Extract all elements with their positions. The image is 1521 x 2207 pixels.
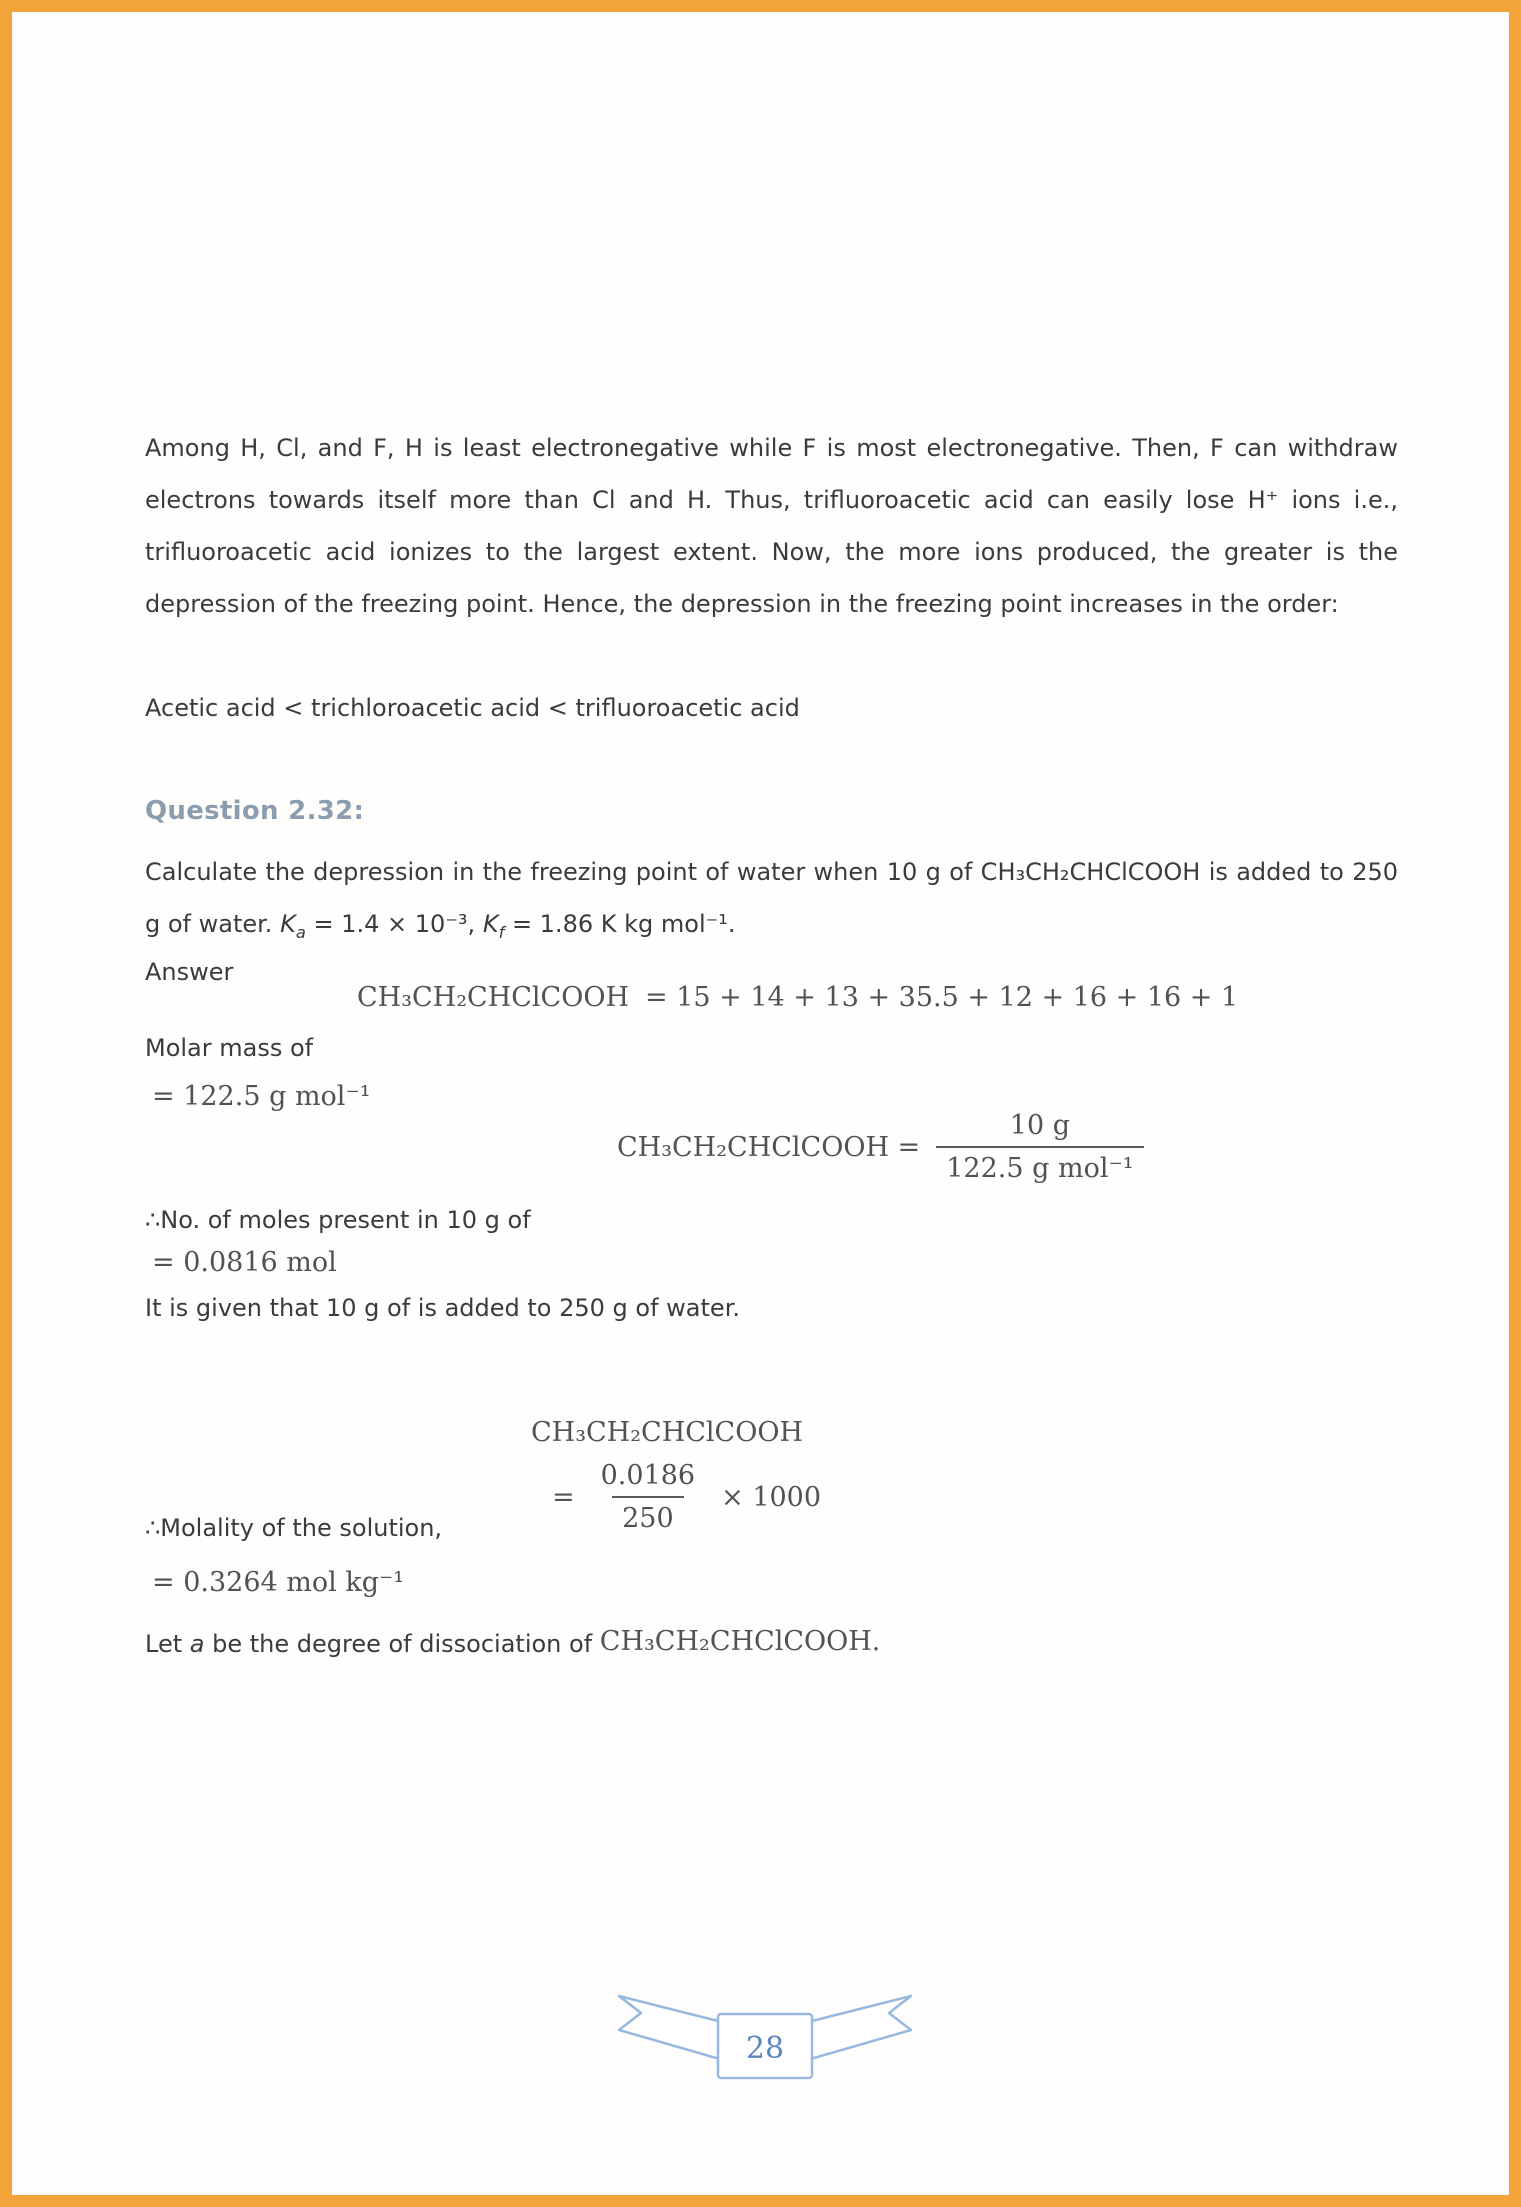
molar-mass-formula: CH₃CH₂CHClCOOH [357,982,630,1013]
molality-result: = 0.3264 mol kg⁻¹ [152,1567,405,1598]
molar-mass-label: Molar mass of [145,1034,314,1062]
centered-formula: CH₃CH₂CHClCOOH [531,1417,804,1448]
ka-symbol: K [280,910,296,938]
acid-order-line: Acetic acid < trichloroacetic acid < trifluoroacetic acid [145,694,800,722]
molality-multiplier: × 1000 [721,1481,822,1513]
dissociation-variable: a [189,1630,205,1658]
molar-mass-result: = 122.5 g mol⁻¹ [152,1081,371,1112]
kf-symbol: K [482,910,499,938]
question-text-main: Calculate the depression in the freezing point of water when 10 g of CH₃CH₂CHClCOOH is added to 250 g of water. [145,858,1398,938]
molality-fraction-denominator: 250 [612,1496,684,1534]
dissociation-pre: Let [145,1630,190,1658]
kf-value: = 1.86 K kg mol⁻¹. [504,910,736,938]
dissociation-post: be the degree of dissociation of [204,1630,600,1658]
molality-label: ∴Molality of the solution, [145,1514,443,1542]
page-number: 28 [745,2031,785,2066]
ka-subscript: a [295,922,306,942]
question-heading: Question 2.32: [145,795,365,826]
molar-mass-equation [357,982,1238,1013]
molality-fraction-numerator: 0.0186 [600,1460,696,1491]
molality-fraction [591,1460,705,1534]
moles-fraction-numerator: 10 g [1009,1110,1071,1141]
moles-fraction-denominator: 122.5 g mol⁻¹ [936,1146,1143,1184]
answer-label: Answer [145,958,234,986]
ribbon-right-flag [800,1996,911,2062]
kf-subscript: f [498,922,505,942]
moles-result: = 0.0816 mol [152,1247,337,1278]
ribbon-left-flag [619,1996,730,2062]
given-statement: It is given that 10 g of is added to 250 g of water. [145,1294,740,1322]
molality-equals: = [552,1481,575,1513]
page-number-ribbon [615,1990,915,2090]
ka-value: = 1.4 × 10⁻³, [305,910,483,938]
moles-formula-lhs: CH₃CH₂CHClCOOH = [617,1131,921,1163]
question-text [145,846,1398,959]
intro-paragraph: Among H, Cl, and F, H is least electronegative while F is most electronegative. Then, F can withdraw electrons towards itself more than Cl and H. Thus, trifluoroacetic acid can easily lose H⁺ ions i.e., trifluoroacetic acid ionizes to the largest extent. Now, the more ions produced, the greater is the depression of the freezing point. Hence, the depression in the freezing point increases in the order: [145,434,1398,618]
molar-mass-sum: = 15 + 14 + 13 + 35.5 + 12 + 16 + 16 + 1 [645,982,1239,1013]
molality-equation [552,1460,821,1534]
dissociation-line [145,1628,880,1659]
dissociation-formula: CH₃CH₂CHClCOOH. [599,1626,881,1657]
moles-equation [617,1110,1144,1184]
moles-label: ∴No. of moles present in 10 g of [145,1206,531,1234]
moles-fraction [936,1110,1143,1184]
